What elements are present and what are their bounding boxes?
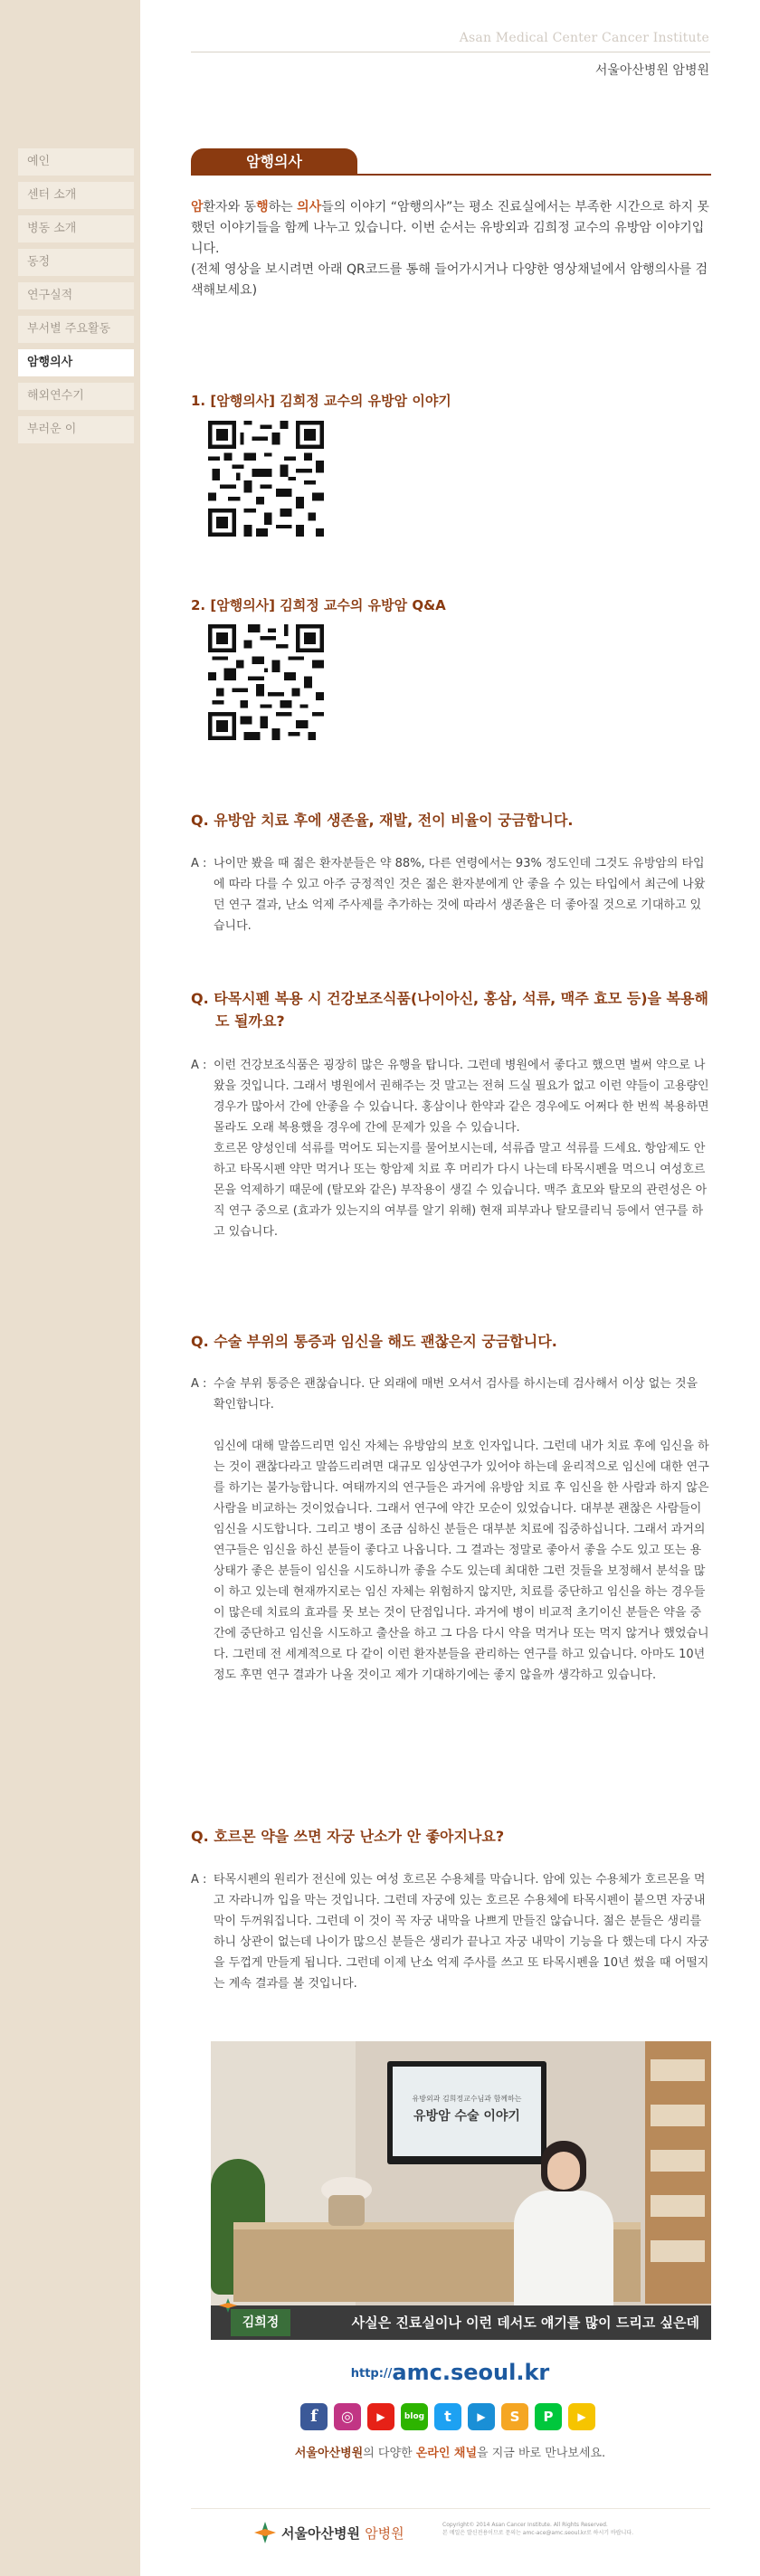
sidebar	[0, 0, 140, 2576]
page-title-bar	[191, 148, 711, 176]
tvcast-icon[interactable]: ▶	[568, 2403, 595, 2430]
screen-subtitle: 유방외과 김희정교수님과 함께하는	[412, 2095, 522, 2103]
sidebar-item-enviable[interactable]: 부러운 이	[18, 416, 134, 443]
note-brand: 서울아산병원	[294, 2447, 364, 2460]
answer-3-para-1: 수술 부위 통증은 괜찮습니다. 단 외래에 매번 오셔서 검사를 하시는데 검사해서 이상 없는 것을 확인합니다.	[214, 1377, 698, 1412]
post-icon[interactable]: P	[535, 2403, 562, 2430]
footer-hospital-name	[281, 2524, 404, 2543]
answer-1	[191, 853, 711, 936]
header-korean-title: 서울아산병원 암병원	[594, 63, 709, 78]
doctor-figure	[514, 2191, 613, 2317]
answer-1-label: A :	[191, 857, 207, 870]
sidebar-item-center-intro[interactable]: 센터 소개	[18, 182, 134, 209]
caption-subtitle: 사실은 진료실이나 이런 데서도 얘기를 많이 드리고 싶은데	[351, 2315, 699, 2331]
instagram-icon[interactable]: ◎	[334, 2403, 361, 2430]
vase-icon	[328, 2195, 365, 2226]
footer-logo-name: 서울아산병원	[281, 2525, 360, 2542]
sidebar-item-yein[interactable]: 예인	[18, 148, 134, 176]
sidebar-item-dept-activities[interactable]: 부서별 주요활동	[18, 316, 134, 343]
homepage-link[interactable]	[140, 2360, 760, 2385]
answer-1-para-1: 나이만 봤을 때 젊은 환자분들은 약 88%, 다른 연령에서는 93% 정도인데 그것도 유방암의 타입에 따라 다를 수 있고 아주 긍정적인 것은 젊은 환자분에게 안 좋을 수 있는 타입에서 최근에 나왔던 연구 결과, 난소 억제 주사제를 추가하는 것에 따라서 생존율은 더 좋아질 것으로 기대하고 있습니다.	[214, 857, 706, 933]
blog-icon[interactable]: blog	[401, 2403, 428, 2430]
footer-logo-sub: 암병원	[365, 2525, 404, 2542]
footer-divider	[191, 2508, 710, 2509]
sidebar-item-news[interactable]: 동정	[18, 249, 134, 276]
social-channel-note	[140, 2443, 760, 2460]
sidebar-menu	[18, 148, 134, 450]
intro-highlight-am: 암	[191, 200, 204, 214]
screen-title: 유방암 수술 이야기	[413, 2109, 520, 2124]
sidebar-item-overseas-training[interactable]: 해외연수기	[18, 383, 134, 410]
answer-4	[191, 1869, 711, 1994]
answer-3-label: A :	[191, 1377, 207, 1391]
page-title: 암행의사	[191, 148, 357, 175]
video-1-title: 1. [암행의사] 김희정 교수의 유방암 이야기	[191, 393, 451, 409]
tv-screen	[387, 2061, 546, 2164]
facebook-icon[interactable]: f	[300, 2403, 328, 2430]
hospital-logo-icon	[253, 2521, 277, 2544]
answer-2-para-2: 호르몬 양성인데 석류를 먹어도 되는지를 물어보시는데, 석류즙 말고 석류를 드세요. 항암제도 안 하고 타목시펜 약만 먹거나 또는 항암제 치료 후 머리가 다시 나는데 타목시펜을 먹으니 여성호르몬을 억제하기 때문에 (탈모와 같은) 부작용이 생길 수 있습니다. 맥주 효모와 탈모의 관련성은 아직 연구 중으로 (효과가 있는지의 여부를 알기 위해) 현재 피부과나 탈모클리닉 등에서 연구를 하고 있습니다.	[214, 1142, 708, 1239]
answer-3-para-2: 임신에 대해 말씀드리면 임신 자체는 유방암의 보호 인자입니다. 그런데 내가 치료 후에 임신을 하는 것이 괜찮다라고 말씀드리려면 대규모 임상연구가 있어야 하는데 윤리적으로 임신에 대한 연구를 하기는 불가능합니다. 여태까지의 연구들은 과거에 유방암 치료 후 임신을 한 사람과 하지 않은 사람을 비교하는 것이었습니다. 그래서 연구에 약간 모순이 있었습니다. 대부분 괜찮은 사람들이 임신을 시도합니다. 그리고 병이 조금 심하신 분들은 대부분 치료에 집중하십니다. 그래서 과거의 연구들은 임신을 하신 분들이 좋다고 나옵니다. 그 결과는 정말로 좋아서 좋을 수도 있고 또는 용상태가 좋은 분들이 임신을 시도하니까 좋을 수도 있는데 최대한 그런 것들을 보정해서 분석을 많이 하고 있는데 현재까지로는 임신 자체는 위험하지 않지만, 치료를 중단하고 임신을 하는 경우들이 많은데 치료의 효과를 못 보는 것이 단점입니다. 과거에 병이 비교적 초기이신 분들은 약을 중간에 중단하고 임신을 시도하고 출산을 하고 그 다음 다시 약을 먹거나 또는 먹지 않거나 했었습니다. 그런데 전 세계적으로 다 같이 이런 환자분들을 관리하는 연구를 하고 있습니다. 아마도 10년 정도 후면 연구 결과가 나올 것이고 제가 기대하기에는 좋지 않을까 생각하고 있습니다.	[214, 1440, 709, 1682]
note-mid: 의 다양한	[363, 2447, 416, 2460]
sidebar-item-amhaeng-doctor[interactable]: 암행의사	[18, 349, 134, 376]
tv-icon[interactable]: ▶	[468, 2403, 495, 2430]
intro-part-2: 하는	[268, 200, 298, 214]
intro-highlight-uisa: 의사	[297, 200, 322, 214]
kakaostory-icon[interactable]: S	[501, 2403, 528, 2430]
footer-copyright	[442, 2521, 669, 2537]
youtube-icon[interactable]: ▶	[367, 2403, 394, 2430]
twitter-icon[interactable]: t	[434, 2403, 461, 2430]
intro-text	[191, 197, 711, 260]
copyright-line-2: 본 메일은 발신전용이므로 문의는 amc-ace@amc.seoul.kr로 하시기 바랍니다.	[442, 2530, 634, 2536]
intro-part-3: 들의 이야기 “암행의사”는 평소 진료실에서는 부족한 시간으로 하지 못했던 이야기들을 함께 나누고 있습니다. 이번 순서는 유방외과 김희정 교수의 유방암 이야기입니다.	[191, 200, 709, 256]
question-4: Q. 호르몬 약을 쓰면 자궁 난소가 안 좋아지나요?	[191, 1828, 505, 1845]
answer-2-label: A :	[191, 1059, 207, 1072]
header-english-title: Asan Medical Center Cancer Institute	[459, 31, 709, 45]
video-still-image[interactable]	[211, 2041, 711, 2340]
note-end: 을 지금 바로 만나보세요.	[477, 2447, 606, 2460]
answer-4-label: A :	[191, 1873, 207, 1887]
question-2: Q. 타목시펜 복용 시 건강보조식품(나이아신, 홍삼, 석류, 맥주 효모 등)을 복용해도 될까요?	[191, 990, 708, 1030]
intro-part-1: 환자와 동	[203, 200, 257, 214]
answer-2-para-1: 이런 건강보조식품은 굉장히 많은 유행을 탑니다. 그런데 병원에서 좋다고 했으면 벌써 약으로 나왔을 것입니다. 그래서 병원에서 권해주는 것 말고는 전혀 드실 필요가 없고 이런 약들이 고용량인 경우가 많아서 간에 안좋을 수 있습니다. 홍삼이나 한약과 같은 경우에도 어쩌다 한 번씩 복용하면 몰라도 오래 복용했을 경우에 간에 문제가 있을 수 있습니다.	[214, 1059, 709, 1135]
main-content	[140, 0, 760, 2576]
sidebar-item-research[interactable]: 연구실적	[18, 282, 134, 309]
qr-code-icon[interactable]	[208, 421, 324, 537]
bookshelf	[645, 2041, 711, 2304]
caption-speaker-name: 김희정	[231, 2309, 290, 2336]
copyright-line-1: Copyright© 2014 Asan Cancer Institute. All Rights Reserved.	[442, 2522, 608, 2528]
intro-note: (전체 영상을 보시려면 아래 QR코드를 통해 들어가시거나 다양한 영상채널에서 암행의사를 검색해보세요)	[191, 262, 708, 298]
answer-2	[191, 1055, 711, 1242]
qr-code-icon[interactable]	[208, 624, 324, 740]
social-icons	[300, 2403, 599, 2430]
answer-3	[191, 1374, 711, 1686]
question-3: Q. 수술 부위의 통증과 임신을 해도 괜찮은지 궁금합니다.	[191, 1333, 557, 1350]
note-channel: 온라인 채널	[415, 2447, 478, 2460]
url-domain: amc.seoul.kr	[392, 2360, 550, 2385]
answer-4-para-1: 타목시펜의 원리가 전신에 있는 여성 호르몬 수용체를 막습니다. 암에 있는 수용체가 호르몬을 먹고 자라니까 입을 막는 것입니다. 그런데 자궁에 있는 호르몬 수용체에 타목시펜이 붙으면 자궁내막이 두꺼워집니다. 그런데 이 것이 꼭 자궁 내막을 나쁘게 만들진 않습니다. 젊은 분들은 생리를 하니 상관이 없는데 나이가 많으신 분들은 생리가 끝나고 자궁 내막이 기능을 다 했는데 다시 자궁을 두껍게 만들게 됩니다. 그런데 이제 난소 억제 주사를 쓰고 또 타목시펜을 10년 썼을 때 어떨지는 계속 결과를 볼 것입니다.	[214, 1873, 709, 1991]
video-2-title: 2. [암행의사] 김희정 교수의 유방암 Q&A	[191, 597, 446, 613]
sidebar-item-ward-intro[interactable]: 병동 소개	[18, 215, 134, 242]
url-prefix: http://	[350, 2367, 393, 2381]
intro-highlight-haeng: 행	[256, 200, 269, 214]
question-1: Q. 유방암 치료 후에 생존율, 재발, 전이 비율이 궁금합니다.	[191, 812, 574, 829]
